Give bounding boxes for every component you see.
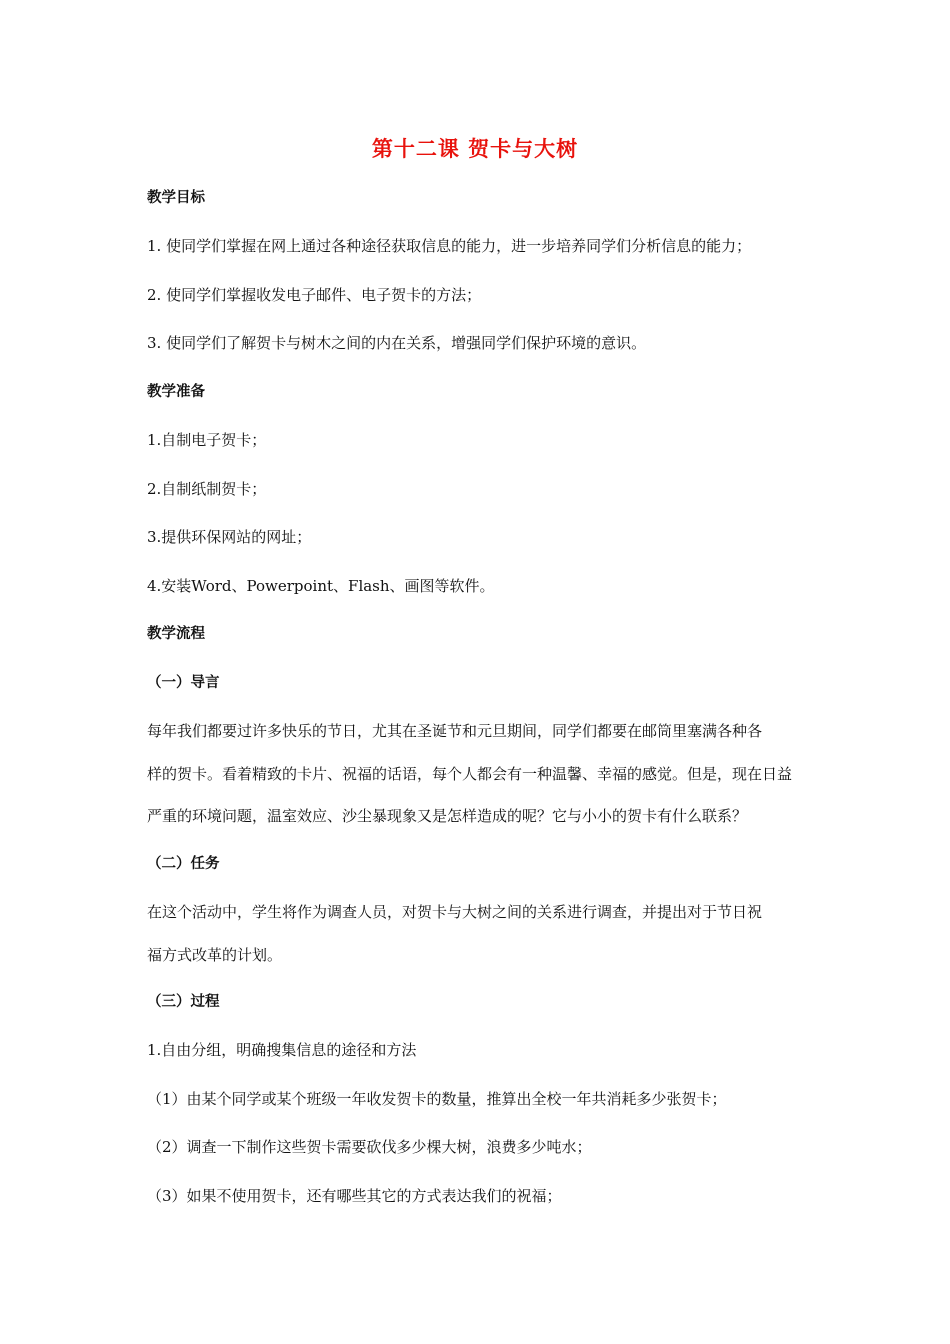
- task-line-1: 在这个活动中，学生将作为调查人员，对贺卡与大树之间的关系进行调查，并提出对于节日祝: [147, 903, 763, 921]
- goal-item-3: 3. 使同学们了解贺卡与树木之间的内在关系，增强同学们保护环境的意识。: [147, 334, 647, 352]
- subsection-heading-intro: （一）导言: [147, 675, 220, 691]
- goal-item-2: 2. 使同学们掌握收发电子邮件、电子贺卡的方法；: [147, 286, 482, 304]
- section-heading-prep: 教学准备: [147, 384, 205, 400]
- intro-line-3: 严重的环境问题，温室效应、沙尘暴现象又是怎样造成的呢？它与小小的贺卡有什么联系？: [147, 807, 748, 825]
- prep-item-2: 2.自制纸制贺卡；: [147, 480, 267, 498]
- page-title: 第十二课 贺卡与大树: [371, 137, 579, 161]
- process-item-1: （1）由某个同学或某个班级一年收发贺卡的数量，推算出全校一年共消耗多少张贺卡；: [147, 1090, 727, 1108]
- subsection-heading-task: （二）任务: [147, 856, 220, 872]
- goal-item-1: 1. 使同学们掌握在网上通过各种途径获取信息的能力，进一步培养同学们分析信息的能力；: [147, 237, 752, 255]
- process-item-3: （3）如果不使用贺卡，还有哪些其它的方式表达我们的祝福；: [147, 1187, 562, 1205]
- prep-item-3: 3.提供环保网站的网址；: [147, 528, 312, 546]
- intro-line-2: 样的贺卡。看着精致的卡片、祝福的话语，每个人都会有一种温馨、幸福的感觉。但是，现在日益: [147, 765, 793, 783]
- prep-item-1: 1.自制电子贺卡；: [147, 431, 267, 449]
- section-heading-goals: 教学目标: [147, 190, 205, 206]
- process-item-2: （2）调查一下制作这些贺卡需要砍伐多少棵大树，浪费多少吨水；: [147, 1138, 592, 1156]
- process-step-1: 1.自由分组，明确搜集信息的途径和方法: [147, 1041, 417, 1059]
- section-heading-flow: 教学流程: [147, 626, 205, 642]
- prep-item-4: 4.安装Word、Powerpoint、Flash、画图等软件。: [147, 577, 495, 595]
- intro-line-1: 每年我们都要过许多快乐的节日，尤其在圣诞节和元旦期间，同学们都要在邮筒里塞满各种各: [147, 722, 763, 740]
- subsection-heading-process: （三）过程: [147, 994, 220, 1010]
- task-line-2: 福方式改革的计划。: [147, 946, 283, 964]
